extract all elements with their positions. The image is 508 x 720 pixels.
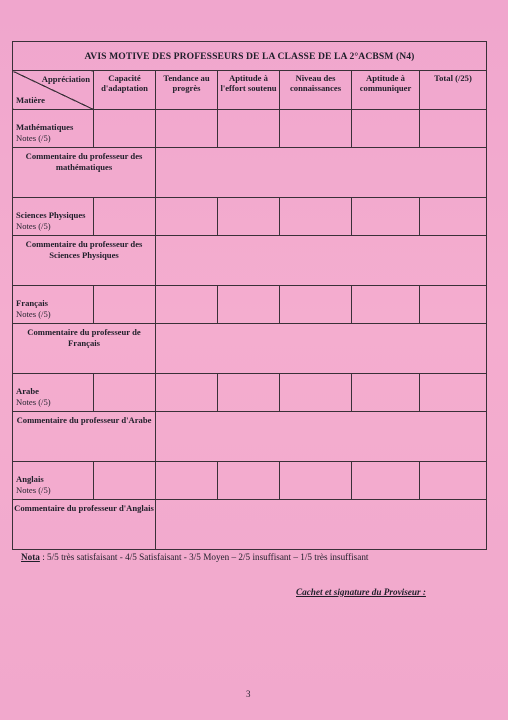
corner-label-appreciation: Appréciation [41, 74, 90, 84]
grade-cell[interactable] [94, 286, 156, 324]
subject-notes-label: Notes (/5) [16, 397, 51, 407]
subject-name: Arabe [16, 386, 39, 396]
comment-cell[interactable] [156, 236, 487, 286]
column-header: Aptitude à communiquer [352, 71, 420, 110]
comment-row [13, 236, 487, 286]
grade-cell[interactable] [352, 286, 420, 324]
column-header: Aptitude à l'effort soutenu [218, 71, 280, 110]
grade-cell[interactable] [352, 110, 420, 148]
subject-row [13, 374, 487, 412]
grade-cell[interactable] [156, 374, 218, 412]
subject-name: Anglais [16, 474, 44, 484]
subject-name: Mathématiques [16, 122, 74, 132]
grade-cell[interactable] [352, 462, 420, 500]
grade-cell[interactable] [218, 286, 280, 324]
grade-cell[interactable] [218, 110, 280, 148]
total-cell[interactable] [420, 374, 487, 412]
comment-cell[interactable] [156, 324, 487, 374]
grade-cell[interactable] [156, 462, 218, 500]
nota-label: Nota [21, 552, 40, 562]
grade-cell[interactable] [352, 374, 420, 412]
comment-row [13, 324, 487, 374]
column-header: Tendance au progrès [156, 71, 218, 110]
evaluation-table [12, 41, 487, 550]
comment-cell[interactable] [156, 412, 487, 462]
subject-notes-label: Notes (/5) [16, 309, 51, 319]
comment-cell[interactable] [156, 148, 487, 198]
principal-signature-label: Cachet et signature du Proviseur : [296, 587, 426, 597]
table-title: AVIS MOTIVE DES PROFESSEURS DE LA CLASSE DE LA 2°ACBSM (N4) [13, 42, 487, 71]
comment-row [13, 148, 487, 198]
page-number: 3 [246, 689, 251, 699]
subject-label [13, 198, 94, 236]
grade-cell[interactable] [352, 198, 420, 236]
grade-cell[interactable] [94, 462, 156, 500]
grade-cell[interactable] [280, 286, 352, 324]
nota-text: : 5/5 très satisfaisant - 4/5 Satisfaisant - 3/5 Moyen – 2/5 insuffisant – 1/5 très insuffisant [39, 552, 369, 562]
grade-cell[interactable] [280, 110, 352, 148]
comment-label: Commentaire du professeur de Français [13, 324, 156, 374]
grade-cell[interactable] [94, 374, 156, 412]
subject-label [13, 286, 94, 324]
subject-label [13, 110, 94, 148]
comment-label: Commentaire du professeur d'Anglais [13, 500, 156, 550]
grade-cell[interactable] [280, 462, 352, 500]
subject-row [13, 462, 487, 500]
subject-name: Français [16, 298, 48, 308]
subject-label [13, 374, 94, 412]
corner-label-matiere: Matière [16, 95, 45, 105]
total-cell[interactable] [420, 286, 487, 324]
column-header: Capacité d'adaptation [94, 71, 156, 110]
grade-cell[interactable] [218, 374, 280, 412]
subject-notes-label: Notes (/5) [16, 221, 51, 231]
total-cell[interactable] [420, 110, 487, 148]
subject-notes-label: Notes (/5) [16, 133, 51, 143]
grade-cell[interactable] [156, 110, 218, 148]
grade-cell[interactable] [218, 198, 280, 236]
comment-row [13, 500, 487, 550]
comment-label: Commentaire du professeur d'Arabe [13, 412, 156, 462]
grade-cell[interactable] [280, 198, 352, 236]
subject-row [13, 198, 487, 236]
subject-name: Sciences Physiques [16, 210, 86, 220]
corner-cell [13, 71, 94, 110]
subject-label [13, 462, 94, 500]
subject-row [13, 286, 487, 324]
comment-label: Commentaire du professeur des Sciences Physiques [13, 236, 156, 286]
grade-cell[interactable] [94, 110, 156, 148]
comment-label: Commentaire du professeur des mathématiques [13, 148, 156, 198]
comment-cell[interactable] [156, 500, 487, 550]
grading-scale-note [21, 552, 368, 562]
column-header: Niveau des connaissances [280, 71, 352, 110]
grade-cell[interactable] [280, 374, 352, 412]
total-cell[interactable] [420, 198, 487, 236]
subject-notes-label: Notes (/5) [16, 485, 51, 495]
grade-cell[interactable] [156, 198, 218, 236]
grade-cell[interactable] [94, 198, 156, 236]
column-header: Total (/25) [420, 71, 487, 110]
grade-cell[interactable] [218, 462, 280, 500]
comment-row [13, 412, 487, 462]
subject-row [13, 110, 487, 148]
grade-cell[interactable] [156, 286, 218, 324]
total-cell[interactable] [420, 462, 487, 500]
